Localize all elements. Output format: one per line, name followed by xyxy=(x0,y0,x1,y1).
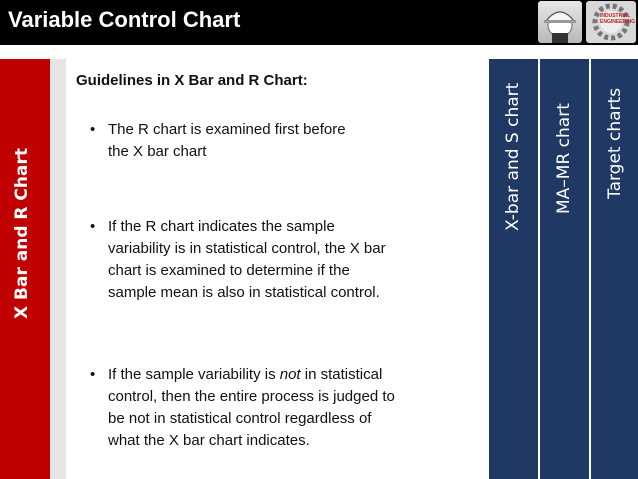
worker-helmet-logo xyxy=(538,1,582,43)
bullet-item xyxy=(90,364,458,452)
tab-ma-mr-chart[interactable] xyxy=(538,59,589,479)
gear-logo xyxy=(586,1,636,43)
sidebar-current-topic xyxy=(0,59,50,479)
bullet-line: be not in statistical control regardless of xyxy=(108,410,372,427)
bullet-dot: • xyxy=(90,218,96,235)
logo-text: INDUSTRIAL ENGINEERING xyxy=(600,13,636,25)
divider-strip xyxy=(50,59,66,479)
tab-label: MA–MR chart xyxy=(554,103,574,214)
bullet-emphasis: not xyxy=(279,366,301,383)
page-title: Variable Control Chart xyxy=(8,7,241,32)
bullet-text: If the sample variability is xyxy=(108,366,280,383)
tab-x-bar-and-s-chart[interactable] xyxy=(487,59,538,479)
bullet-line: control, then the entire process is judged to xyxy=(108,388,395,405)
bullet-dot: • xyxy=(90,121,96,138)
bullet-line xyxy=(108,364,458,386)
bullet-line: variability is in statistical control, the X bar xyxy=(108,240,386,257)
tab-label: Target charts xyxy=(605,87,625,199)
bullet-line: If the R chart indicates the sample xyxy=(108,218,335,235)
tab-label: X-bar and S chart xyxy=(503,82,523,231)
title-bar xyxy=(0,0,638,45)
tab-target-charts[interactable] xyxy=(589,59,638,479)
bullet-line: The R chart is examined first before xyxy=(108,121,346,138)
bullet-line: the X bar chart xyxy=(108,143,207,160)
bullet-line: sample mean is also in statistical control. xyxy=(108,284,380,301)
bullet-item xyxy=(90,119,458,163)
section-heading: Guidelines in X Bar and R Chart: xyxy=(76,72,308,89)
main-content xyxy=(66,59,486,479)
bullet-dot: • xyxy=(90,366,96,383)
bullet-item xyxy=(90,216,458,304)
bullet-line: chart is examined to determine if the xyxy=(108,262,350,279)
bullet-text: in statistical xyxy=(300,366,383,383)
sidebar-label: X Bar and R Chart xyxy=(12,148,32,319)
bullet-line: what the X bar chart indicates. xyxy=(108,432,310,449)
